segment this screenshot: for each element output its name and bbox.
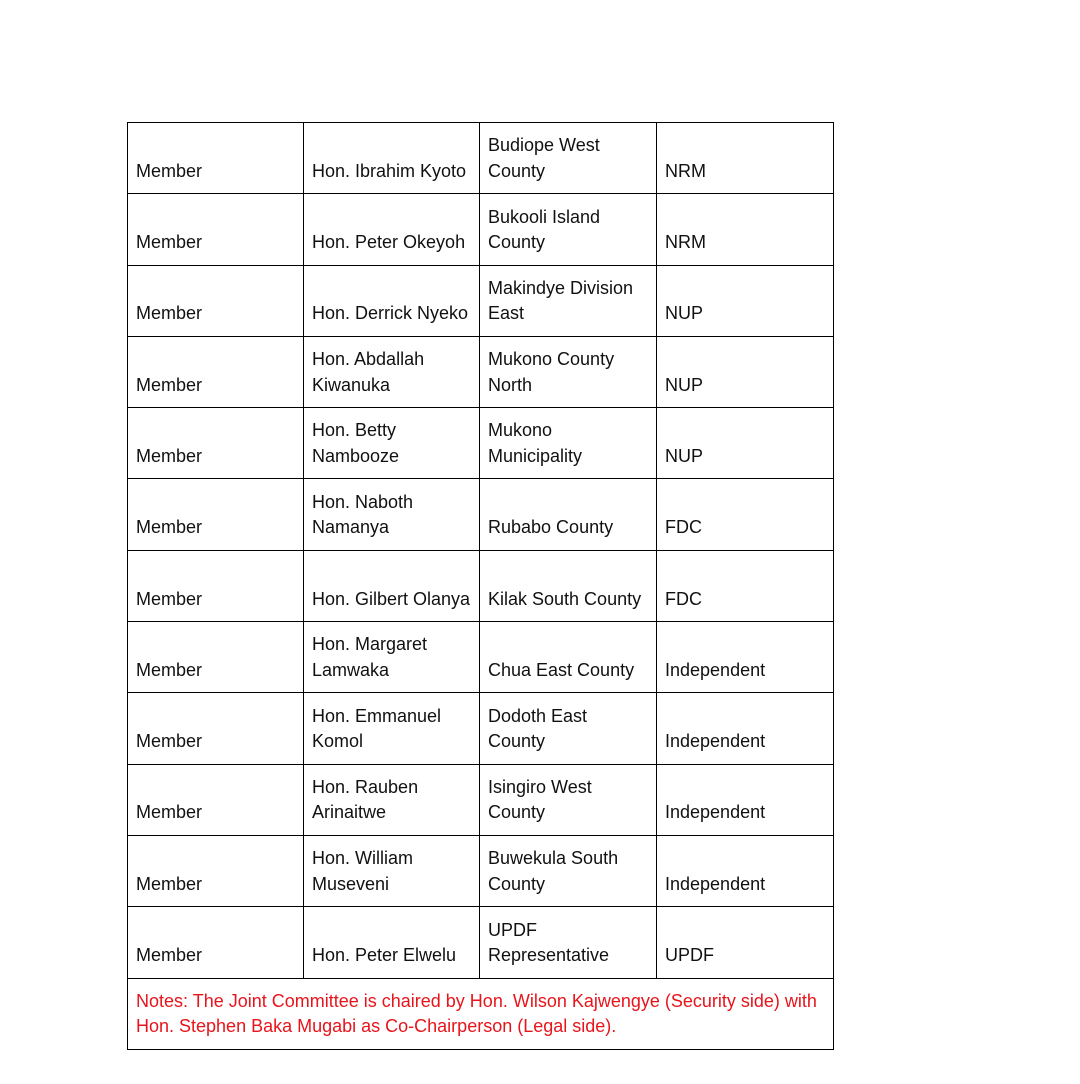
constituency-cell: Makindye Division East [480, 265, 657, 336]
name-cell: Hon. Peter Elwelu [304, 907, 480, 978]
table-row [128, 408, 834, 479]
name-cell: Hon. Rauben Arinaitwe [304, 764, 480, 835]
document-page [127, 122, 833, 1050]
constituency-cell: Bukooli Island County [480, 194, 657, 265]
constituency-cell: Mukono County North [480, 336, 657, 407]
table-row [128, 693, 834, 764]
party-cell: Independent [657, 764, 834, 835]
party-cell: UPDF [657, 907, 834, 978]
committee-members-table [127, 122, 834, 1050]
name-cell: Hon. Peter Okeyoh [304, 194, 480, 265]
table-row [128, 123, 834, 194]
role-cell: Member [128, 550, 304, 621]
table-row [128, 336, 834, 407]
role-cell: Member [128, 408, 304, 479]
notes-text: Notes: The Joint Committee is chaired by Hon. Wilson Kajwengye (Security side) with Hon. Stephen Baka Mugabi as Co-Chairperson (Legal side). [128, 978, 834, 1049]
name-cell: Hon. Emmanuel Komol [304, 693, 480, 764]
name-cell: Hon. Derrick Nyeko [304, 265, 480, 336]
role-cell: Member [128, 336, 304, 407]
party-cell: Independent [657, 835, 834, 906]
role-cell: Member [128, 123, 304, 194]
notes-row [128, 978, 834, 1049]
constituency-cell: UPDF Representative [480, 907, 657, 978]
constituency-cell: Dodoth East County [480, 693, 657, 764]
party-cell: Independent [657, 622, 834, 693]
name-cell: Hon. William Museveni [304, 835, 480, 906]
role-cell: Member [128, 764, 304, 835]
role-cell: Member [128, 194, 304, 265]
constituency-cell: Isingiro West County [480, 764, 657, 835]
role-cell: Member [128, 907, 304, 978]
role-cell: Member [128, 265, 304, 336]
table-row [128, 907, 834, 978]
party-cell: NRM [657, 123, 834, 194]
table-row [128, 622, 834, 693]
party-cell: Independent [657, 693, 834, 764]
role-cell: Member [128, 693, 304, 764]
party-cell: FDC [657, 479, 834, 550]
name-cell: Hon. Naboth Namanya [304, 479, 480, 550]
party-cell: NUP [657, 265, 834, 336]
name-cell: Hon. Gilbert Olanya [304, 550, 480, 621]
constituency-cell: Rubabo County [480, 479, 657, 550]
table-row [128, 764, 834, 835]
constituency-cell: Mukono Municipality [480, 408, 657, 479]
role-cell: Member [128, 622, 304, 693]
name-cell: Hon. Ibrahim Kyoto [304, 123, 480, 194]
table-row [128, 194, 834, 265]
constituency-cell: Budiope West County [480, 123, 657, 194]
party-cell: NUP [657, 408, 834, 479]
party-cell: FDC [657, 550, 834, 621]
table-row [128, 835, 834, 906]
table-row [128, 550, 834, 621]
name-cell: Hon. Abdallah Kiwanuka [304, 336, 480, 407]
constituency-cell: Kilak South County [480, 550, 657, 621]
name-cell: Hon. Betty Nambooze [304, 408, 480, 479]
role-cell: Member [128, 835, 304, 906]
party-cell: NRM [657, 194, 834, 265]
constituency-cell: Chua East County [480, 622, 657, 693]
party-cell: NUP [657, 336, 834, 407]
table-row [128, 479, 834, 550]
name-cell: Hon. Margaret Lamwaka [304, 622, 480, 693]
role-cell: Member [128, 479, 304, 550]
constituency-cell: Buwekula South County [480, 835, 657, 906]
table-row [128, 265, 834, 336]
